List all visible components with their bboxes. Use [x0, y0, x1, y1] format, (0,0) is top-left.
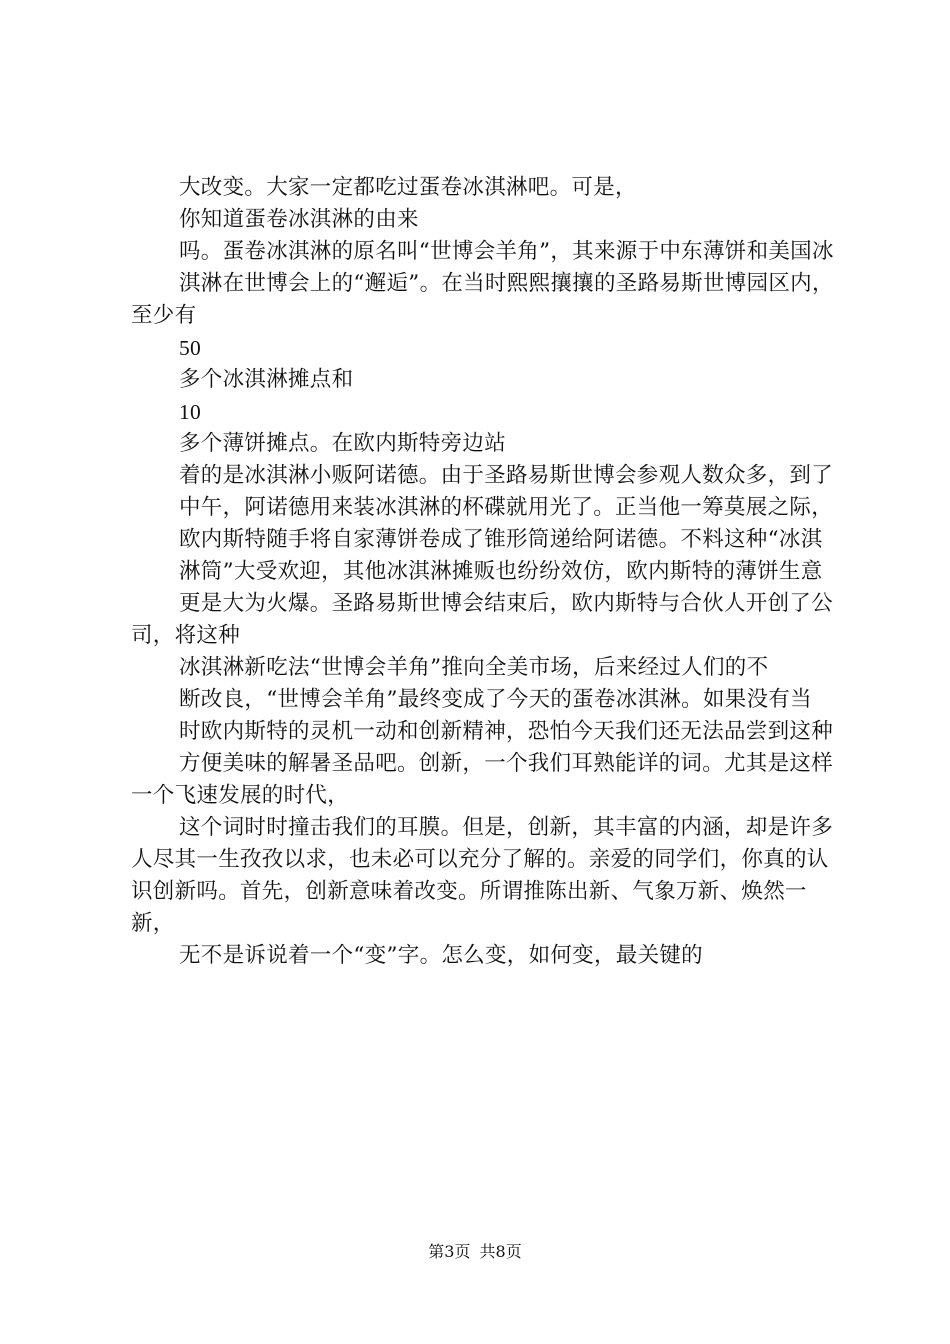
paragraph: 多个冰淇淋摊点和: [179, 367, 354, 392]
paragraph: 淋筒”大受欢迎，其他冰淇淋摊贩也纷纷效仿，欧内斯特的薄饼生意: [179, 559, 823, 584]
paragraph: 着的是冰淇淋小贩阿诺德。由于圣路易斯世博会参观人数众多，到了: [179, 463, 834, 488]
document-body: [131, 172, 843, 972]
paragraph: 吗。蛋卷冰淇淋的原名叫“世博会羊角”，其来源于中东薄饼和美国冰: [179, 239, 834, 264]
paragraph: 方便美味的解暑圣品吧。创新，一个我们耳熟能详的词。尤其是这样一个飞速发展的时代，: [131, 751, 834, 808]
paragraph: 这个词时时撞击我们的耳膜。但是，创新，其丰富的内涵，却是许多人尽其一生孜孜以求，也未必可以充分了解的。亲爱的同学们，你真的认识创新吗。首先，创新意味着改变。所谓推陈出新、气象万新、焕然一新，: [131, 815, 834, 936]
paragraph: 你知道蛋卷冰淇淋的由来: [179, 207, 419, 232]
paragraph: 更是大为火爆。圣路易斯世博会结束后，欧内斯特与合伙人开创了公司，将这种: [131, 591, 834, 648]
paragraph: 冰淇淋新吃法“世博会羊角”推向全美市场，后来经过人们的不: [179, 655, 769, 680]
paragraph: 无不是诉说着一个“变”字。怎么变，如何变，最关键的: [179, 943, 703, 968]
paragraph-number: 50: [179, 336, 202, 360]
paragraph: 多个薄饼摊点。在欧内斯特旁边站: [179, 431, 507, 456]
paragraph-number: 10: [179, 400, 202, 424]
paragraph: 时欧内斯特的灵机一动和创新精神，恐怕今天我们还无法品尝到这种: [179, 719, 834, 744]
page-number: 第3页: [428, 1242, 471, 1261]
page-footer: [0, 1240, 950, 1264]
paragraph: 淇淋在世博会上的“邂逅”。在当时熙熙攘攘的圣路易斯世博园区内，至少有: [131, 271, 834, 328]
paragraph: 欧内斯特随手将自家薄饼卷成了锥形筒递给阿诺德。不料这种“冰淇: [179, 527, 823, 552]
paragraph: 中午，阿诺德用来装冰淇淋的杯碟就用光了。正当他一筹莫展之际，: [179, 495, 834, 520]
paragraph: 断改良，“世博会羊角”最终变成了今天的蛋卷冰淇淋。如果没有当: [179, 687, 812, 712]
paragraph: 大改变。大家一定都吃过蛋卷冰淇淋吧。可是，: [179, 175, 637, 200]
page-total: 共8页: [479, 1242, 522, 1261]
